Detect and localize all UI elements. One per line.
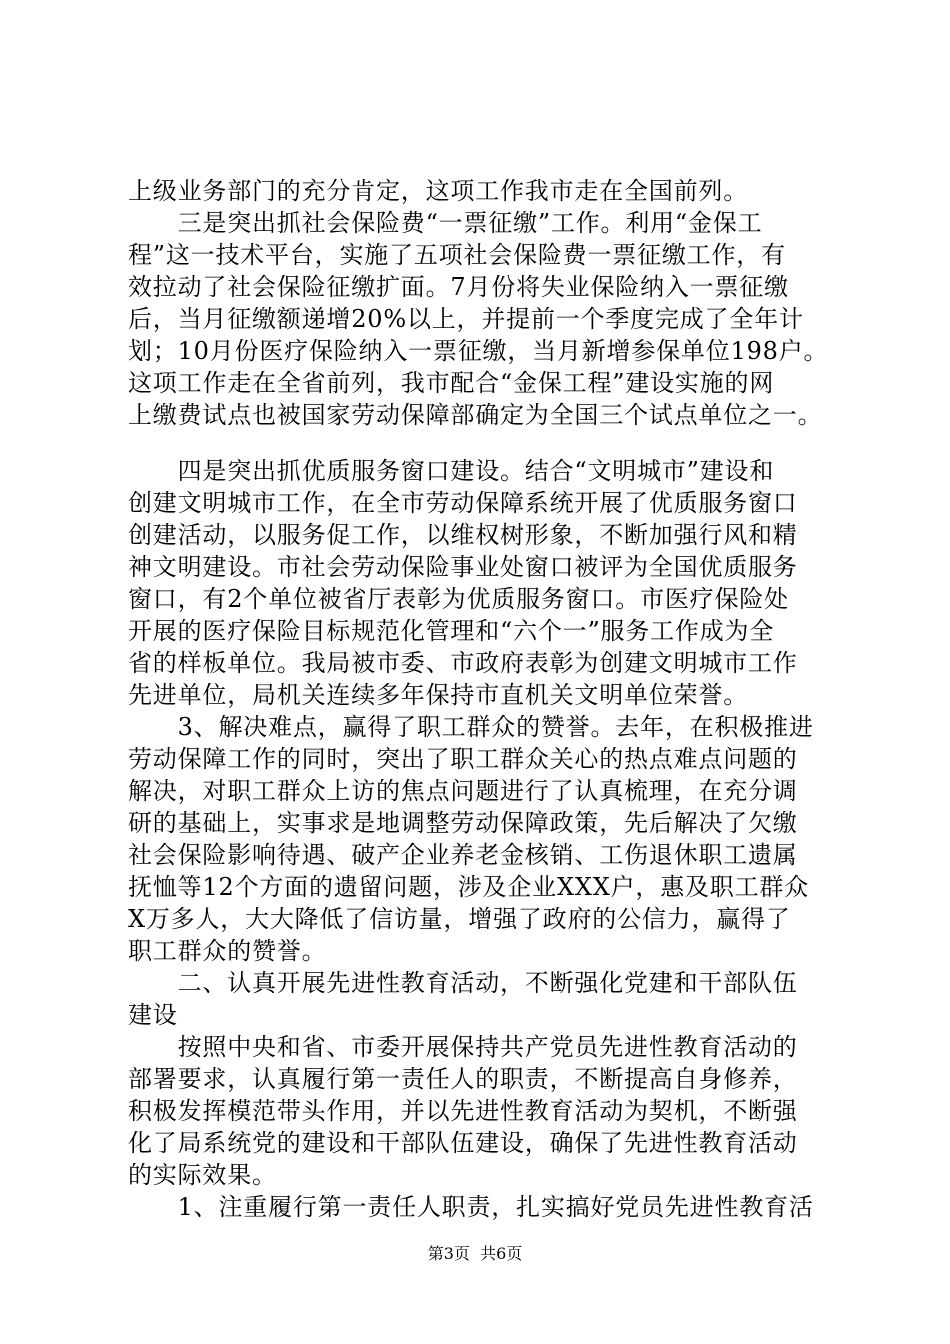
text-line: 按照中央和省、市委开展保持共产党员先进性教育活动的 bbox=[128, 1033, 798, 1061]
text-line: 效拉动了社会保险征缴扩面。7月份将失业保险纳入一票征缴 bbox=[128, 273, 789, 301]
text-line: 先进单位，局机关连续多年保持市直机关文明单位荣誉。 bbox=[128, 681, 748, 709]
text-line: 创建文明城市工作，在全市劳动保障系统开展了优质服务窗口 bbox=[128, 489, 798, 517]
text-line: 3、解决难点，赢得了职工群众的赞誉。去年，在积极推进 bbox=[128, 713, 814, 741]
page-footer bbox=[0, 1244, 950, 1264]
text-line: 省的样板单位。我局被市委、市政府表彰为创建文明城市工作 bbox=[128, 649, 798, 677]
text-line: 神文明建设。市社会劳动保险事业处窗口被评为全国优质服务 bbox=[128, 553, 798, 581]
text-line: 研的基础上，实事求是地调整劳动保障政策，先后解决了欠缴 bbox=[128, 809, 798, 837]
text-line: 上缴费试点也被国家劳动保障部确定为全国三个试点单位之一。 bbox=[128, 401, 823, 429]
text-line: 这项工作走在全省前列，我市配合“金保工程”建设实施的网 bbox=[128, 369, 775, 397]
text-line: 劳动保障工作的同时，突出了职工群众关心的热点难点问题的 bbox=[128, 745, 798, 773]
text-line: 社会保险影响待遇、破产企业养老金核销、工伤退休职工遗属 bbox=[128, 841, 798, 869]
text-line: 程”这一技术平台，实施了五项社会保险费一票征缴工作，有 bbox=[128, 241, 786, 269]
text-line: 创建活动，以服务促工作，以维权树形象，不断加强行风和精 bbox=[128, 521, 798, 549]
text-line: 窗口，有2个单位被省厅表彰为优质服务窗口。市医疗保险处 bbox=[128, 585, 789, 613]
text-line: 部署要求，认真履行第一责任人的职责，不断提高自身修养， bbox=[128, 1065, 798, 1093]
text-line: X万多人，大大降低了信访量，增强了政府的公信力，赢得了 bbox=[128, 905, 791, 933]
text-line: 积极发挥模范带头作用，并以先进性教育活动为契机，不断强 bbox=[128, 1097, 798, 1125]
text-line: 三是突出抓社会保险费“一票征缴”工作。利用“金保工 bbox=[128, 209, 763, 237]
text-line: 化了局系统党的建设和干部队伍建设，确保了先进性教育活动 bbox=[128, 1129, 798, 1157]
section-heading-line: 二、认真开展先进性教育活动，不断强化党建和干部队伍 bbox=[128, 969, 798, 997]
text-line: 职工群众的赞誉。 bbox=[128, 937, 327, 965]
section-heading-line: 建设 bbox=[128, 1001, 178, 1029]
text-line: 解决，对职工群众上访的焦点问题进行了认真梳理，在充分调 bbox=[128, 777, 798, 805]
text-line: 划；10月份医疗保险纳入一票征缴，当月新增参保单位198户。 bbox=[128, 337, 829, 365]
text-line: 抚恤等12个方面的遗留问题，涉及企业XXX户，惠及职工群众 bbox=[128, 873, 809, 901]
text-line: 1、注重履行第一责任人职责，扎实搞好党员先进性教育活 bbox=[128, 1193, 814, 1221]
page-number-label: 第3页 共6页 bbox=[427, 1244, 523, 1263]
text-line: 的实际效果。 bbox=[128, 1161, 277, 1189]
text-line: 上级业务部门的充分肯定，这项工作我市走在全国前列。 bbox=[128, 177, 748, 205]
text-line: 后，当月征缴额递增20%以上，并提前一个季度完成了全年计 bbox=[128, 305, 804, 333]
text-line: 四是突出抓优质服务窗口建设。结合“文明城市”建设和 bbox=[128, 457, 775, 485]
text-line: 开展的医疗保险目标规范化管理和“六个一”服务工作成为全 bbox=[128, 617, 775, 645]
